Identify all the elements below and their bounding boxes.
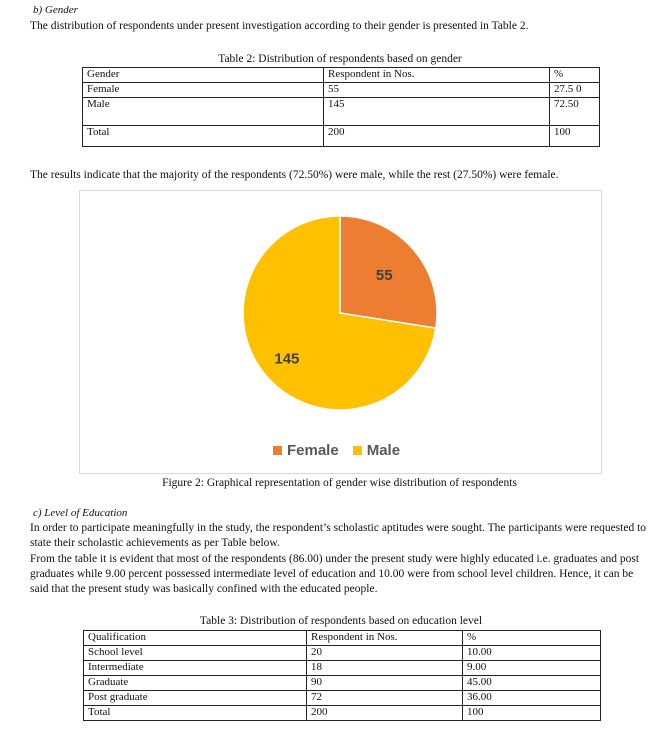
table-cell: 18 xyxy=(307,661,463,676)
table-cell: 100 xyxy=(463,706,601,721)
table-cell: 72 xyxy=(307,691,463,706)
table2-header-gender: Gender xyxy=(83,68,324,83)
legend-item-male xyxy=(353,442,400,459)
table-cell: Female xyxy=(83,83,324,98)
legend-swatch-female xyxy=(273,446,282,455)
table-row xyxy=(84,661,601,676)
table2-header-row xyxy=(83,68,600,83)
table3-header-percent: % xyxy=(463,631,601,646)
legend-swatch-male xyxy=(353,446,362,455)
table-cell: 100 xyxy=(550,126,600,147)
table-cell: Post graduate xyxy=(84,691,307,706)
table3-caption: Table 3: Distribution of respondents based on education level xyxy=(199,615,483,627)
chart-legend xyxy=(273,442,400,459)
table-cell: 45.00 xyxy=(463,676,601,691)
table-cell: 10.00 xyxy=(463,646,601,661)
table-cell: Total xyxy=(84,706,307,721)
table-cell: Intermediate xyxy=(84,661,307,676)
table-cell: Male xyxy=(83,98,324,126)
pie-data-label-female: 55 xyxy=(375,267,393,285)
legend-label-male: Male xyxy=(366,442,401,459)
table-row xyxy=(84,691,601,706)
table3 xyxy=(83,630,601,721)
legend-label-female: Female xyxy=(287,442,339,459)
table2-caption: Table 2: Distribution of respondents based on gender xyxy=(218,53,462,65)
table3-header-respondents: Respondent in Nos. xyxy=(307,631,463,646)
table-cell: School level xyxy=(84,646,307,661)
section-b-intro: The distribution of respondents under present investigation according to their gender is presented in Table 2. xyxy=(30,20,529,32)
pie-chart xyxy=(80,191,601,473)
legend-item-female xyxy=(273,442,339,459)
table-row xyxy=(84,706,601,721)
pie-chart-container xyxy=(79,190,602,474)
table-row xyxy=(83,83,600,98)
table2-header-respondents: Respondent in Nos. xyxy=(324,68,550,83)
section-c-para1: In order to participate meaningfully in the study, the respondent’s scholastic aptitudes were sought. The participants were requested to state their scholastic achievements as per Table below. xyxy=(30,522,647,549)
table2 xyxy=(82,67,600,147)
table-cell: 200 xyxy=(307,706,463,721)
table-row xyxy=(84,676,601,691)
table-cell: 27.5 0 xyxy=(550,83,600,98)
table-cell: 72.50 xyxy=(550,98,600,126)
table-row xyxy=(83,126,600,147)
table-cell: 145 xyxy=(324,98,550,126)
table-cell: 36.00 xyxy=(463,691,601,706)
section-c-heading: c) Level of Education xyxy=(33,507,128,519)
table-cell: 9.00 xyxy=(463,661,601,676)
table-cell: Total xyxy=(83,126,324,147)
table3-header-row xyxy=(84,631,601,646)
section-c-para2: From the table it is evident that most of the respondents (86.00) under the present study were highly educated i.e. graduates and post graduates while 9.00 percent possessed intermediate level of education and 10.00 were from school level children. Hence, it can be said that the present study was basically confined with the educated people. xyxy=(30,553,640,595)
table-cell: 55 xyxy=(324,83,550,98)
table3-header-qualification: Qualification xyxy=(84,631,307,646)
table-cell: 90 xyxy=(307,676,463,691)
table-cell: Graduate xyxy=(84,676,307,691)
table-cell: 20 xyxy=(307,646,463,661)
table-row xyxy=(83,98,600,126)
figure2-caption: Figure 2: Graphical representation of gender wise distribution of respondents xyxy=(162,477,517,489)
table-row xyxy=(84,646,601,661)
table2-header-percent: % xyxy=(550,68,600,83)
section-b-heading: b) Gender xyxy=(33,4,78,16)
results-text: The results indicate that the majority of the respondents (72.50%) were male, while the rest (27.50%) were female. xyxy=(30,169,559,181)
pie-data-label-male: 145 xyxy=(274,350,300,368)
table-cell: 200 xyxy=(324,126,550,147)
